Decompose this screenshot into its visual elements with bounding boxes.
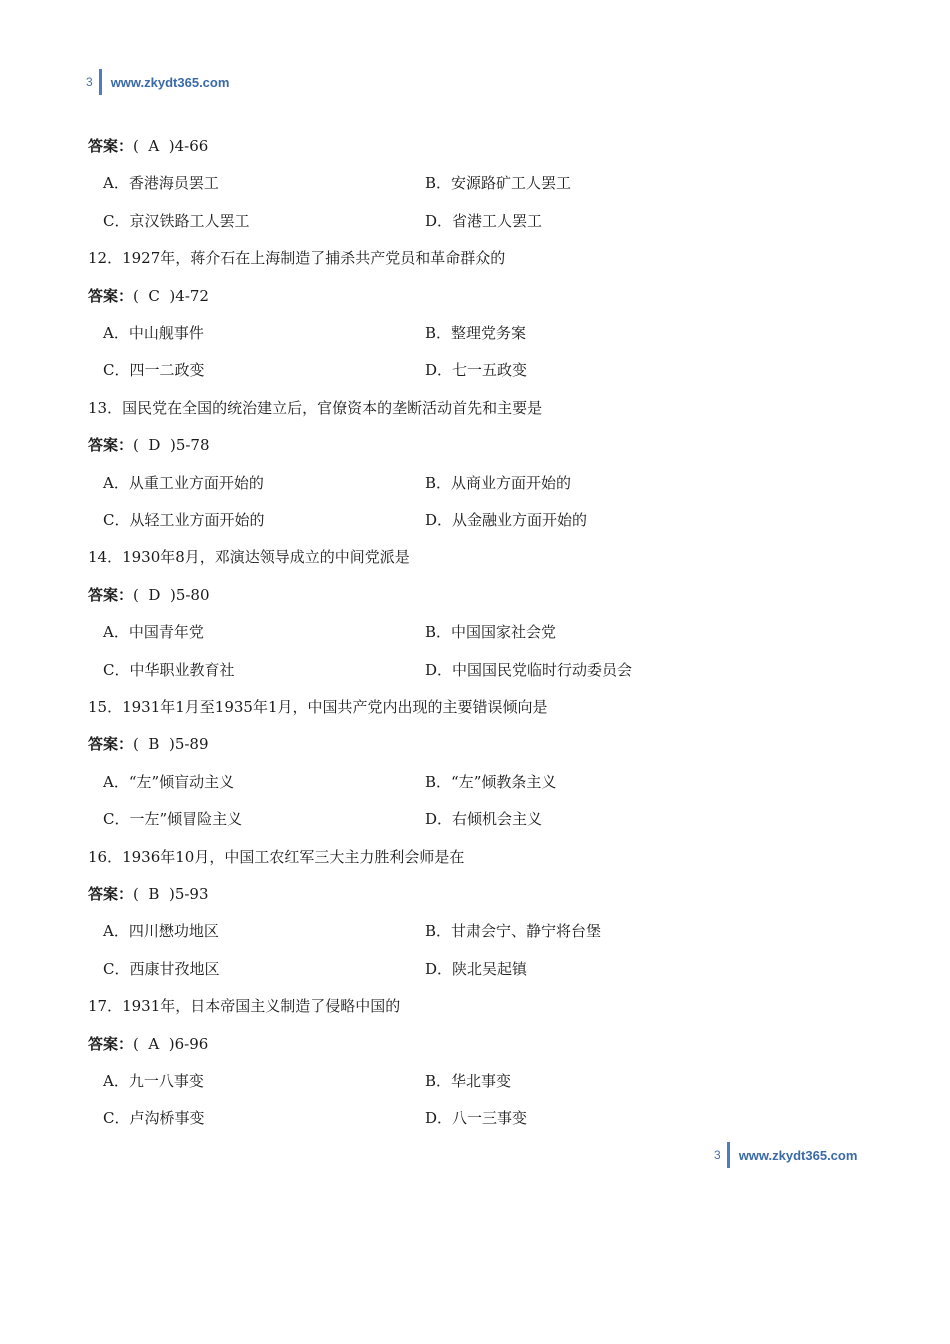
option-a: A．“左”倾盲动主义	[103, 772, 235, 791]
option-d: D．从金融业方面开始的	[425, 511, 588, 529]
option-b: B．安源路矿工人罢工	[425, 174, 572, 193]
answer-line	[88, 585, 210, 605]
option-b: B．甘肃会宁、静宁将台堡	[425, 922, 602, 941]
header-divider	[99, 69, 102, 95]
answer-value: ( A )4-66	[133, 137, 209, 155]
option-b: B．“左”倾教条主义	[425, 772, 557, 791]
option-c: C．一左”倾冒险主义	[103, 810, 243, 829]
option-d: D．陕北吴起镇	[425, 959, 528, 978]
option-b: B．华北事变	[425, 1072, 512, 1090]
answer-value: ( C )4-72	[133, 286, 209, 305]
page-footer	[714, 1142, 857, 1168]
option-b: B．中国国家社会党	[425, 623, 557, 642]
footer-url: www.zkydt365.com	[738, 1147, 858, 1163]
answer-line	[88, 884, 209, 904]
answer-line	[88, 734, 209, 754]
question-text: 15．1931年1月至1935年1月，中国共产党内出现的主要错误倾向是	[88, 698, 548, 716]
footer-divider	[727, 1142, 730, 1168]
option-a: A．四川懋功地区	[103, 922, 219, 941]
option-a: A．中山舰事件	[103, 324, 204, 342]
answer-label: 答案：	[88, 137, 134, 155]
answer-line	[88, 435, 210, 455]
answer-value: ( B )5-89	[133, 735, 209, 754]
option-c: C．京汉铁路工人罢工	[103, 211, 250, 230]
option-a: A．九一八事变	[103, 1072, 204, 1090]
answer-label: 答案：	[88, 585, 134, 604]
answer-line	[88, 1034, 208, 1054]
answer-label: 答案：	[88, 286, 134, 305]
answer-value: ( D )5-78	[133, 436, 210, 455]
question-text: 17．1931年，日本帝国主义制造了侵略中国的	[88, 997, 401, 1016]
option-a: A．香港海员罢工	[103, 174, 219, 193]
answer-line	[88, 286, 209, 306]
answer-value: ( A )6-96	[133, 1034, 209, 1053]
option-a: A．从重工业方面开始的	[103, 473, 264, 492]
option-d: D．八一三事变	[425, 1109, 528, 1128]
answer-label: 答案：	[88, 735, 134, 754]
footer-page-number: 3	[714, 1148, 721, 1162]
option-d: D．省港工人罢工	[425, 211, 543, 230]
question-text: 14．1930年8月，邓演达领导成立的中间党派是	[88, 548, 410, 567]
option-c: C．中华职业教育社	[103, 660, 235, 679]
question-text: 13．国民党在全国的统治建立后，官僚资本的垄断活动首先和主要是	[88, 398, 543, 417]
option-d: D．中国国民党临时行动委员会	[425, 660, 633, 679]
answer-label: 答案：	[88, 1034, 134, 1053]
question-text: 16．1936年10月，中国工农红军三大主力胜利会师是在	[88, 847, 465, 866]
answer-value: ( D )5-80	[133, 585, 210, 604]
answer-value: ( B )5-93	[133, 885, 209, 903]
option-d: D．右倾机会主义	[425, 810, 543, 829]
header-page-number: 3	[86, 75, 93, 89]
option-a: A．中国青年党	[103, 623, 204, 642]
question-text: 12．1927年，蒋介石在上海制造了捕杀共产党员和革命群众的	[88, 249, 506, 268]
option-b: B．从商业方面开始的	[425, 473, 572, 492]
option-c: C．四一二政变	[103, 361, 205, 380]
header-url: www.zkydt365.com	[110, 74, 230, 90]
option-c: C．从轻工业方面开始的	[103, 511, 265, 529]
page-header	[86, 69, 229, 95]
answer-label: 答案：	[88, 436, 134, 455]
option-b: B．整理党务案	[425, 324, 527, 342]
option-d: D．七一五政变	[425, 361, 528, 380]
option-c: C．西康甘孜地区	[103, 959, 220, 978]
answer-line	[88, 136, 208, 156]
option-c: C．卢沟桥事变	[103, 1109, 205, 1128]
answer-label: 答案：	[88, 885, 134, 903]
